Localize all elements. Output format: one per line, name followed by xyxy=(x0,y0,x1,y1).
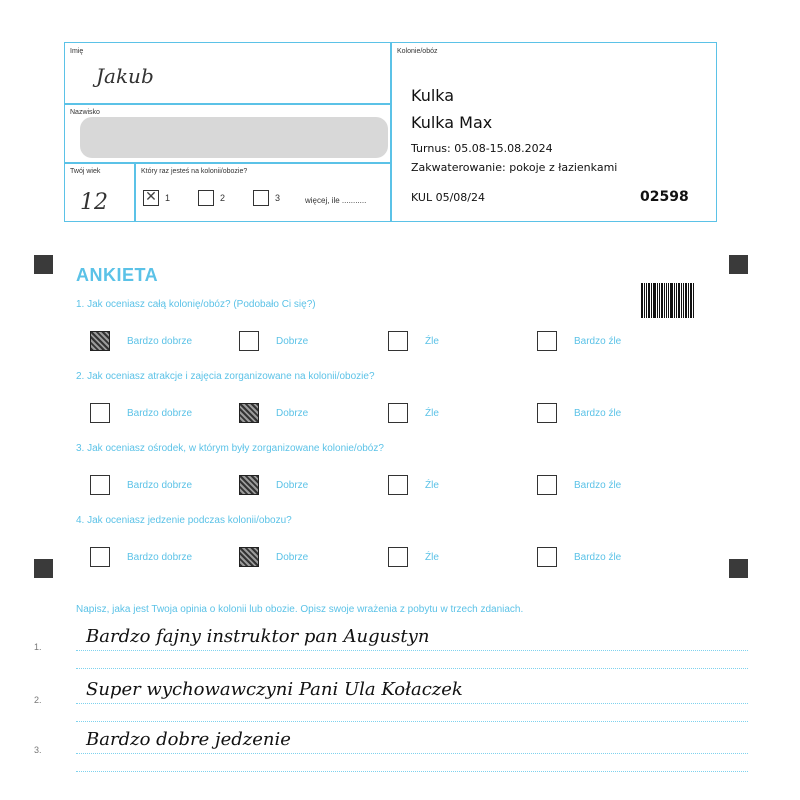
question-4-option-4[interactable] xyxy=(537,547,621,567)
question-option-label: Bardzo dobrze xyxy=(127,551,193,563)
question-3-checkbox-4[interactable] xyxy=(537,475,557,495)
barcode-bar xyxy=(690,283,692,318)
barcode-bar xyxy=(641,283,643,318)
question-1-option-4[interactable] xyxy=(537,331,621,351)
question-option-label: Źle xyxy=(425,407,439,419)
question-3-option-4[interactable] xyxy=(537,475,621,495)
opinion-line-3-answer[interactable]: Bardzo dobre jedzenie xyxy=(86,729,291,750)
barcode-bar xyxy=(666,283,667,318)
question-1-checkbox-2[interactable] xyxy=(239,331,259,351)
header-divider-age xyxy=(134,162,136,222)
question-option-label: Dobrze xyxy=(276,551,309,563)
times-label: Który raz jesteś na kolonii/obozie? xyxy=(141,168,248,175)
age-label: Twój wiek xyxy=(70,168,101,175)
question-1-text: 1. Jak oceniasz całą kolonię/obóz? (Podobało Ci się?) xyxy=(76,299,316,310)
question-4-checkbox-4[interactable] xyxy=(537,547,557,567)
barcode-bar xyxy=(668,283,670,318)
barcode-bar xyxy=(646,283,647,318)
header-divider-vertical xyxy=(390,42,392,222)
opinion-line-3-number: 3. xyxy=(34,745,42,755)
question-1-checkbox-1[interactable] xyxy=(90,331,110,351)
question-option-label: Dobrze xyxy=(276,479,309,491)
form-number: 02598 xyxy=(640,189,689,205)
barcode-bar xyxy=(693,283,694,318)
question-option-label: Źle xyxy=(425,335,439,347)
question-2-checkbox-4[interactable] xyxy=(537,403,557,423)
question-4-checkbox-1[interactable] xyxy=(90,547,110,567)
barcode-bar xyxy=(688,283,689,318)
question-option-label: Bardzo dobrze xyxy=(127,479,193,491)
times-option-more[interactable]: więcej, ile ........... xyxy=(305,196,367,205)
question-option-label: Bardzo dobrze xyxy=(127,335,193,347)
times-option-2[interactable]: 2 xyxy=(198,190,225,206)
question-option-label: Bardzo źle xyxy=(574,479,622,491)
question-option-label: Bardzo źle xyxy=(574,407,622,419)
opinion-line-2-answer[interactable]: Super wychowawczyni Pani Ula Kołaczek xyxy=(86,679,463,700)
question-2-text: 2. Jak oceniasz atrakcje i zajęcia zorganizowane na kolonii/obozie? xyxy=(76,371,375,382)
writing-line xyxy=(76,650,748,651)
question-option-label: Źle xyxy=(425,479,439,491)
barcode-bar xyxy=(685,283,687,318)
question-1-option-1[interactable] xyxy=(90,331,192,351)
barcode-bar xyxy=(648,283,650,318)
header-divider-name xyxy=(64,103,391,105)
question-4-text: 4. Jak oceniasz jedzenie podczas kolonii/obozu? xyxy=(76,515,292,526)
barcode-bar xyxy=(661,283,663,318)
barcode-bar xyxy=(681,283,682,318)
barcode-bar xyxy=(664,283,665,318)
question-2-checkbox-1[interactable] xyxy=(90,403,110,423)
barcode-bar xyxy=(676,283,677,318)
writing-line xyxy=(76,753,748,754)
survey-title: ANKIETA xyxy=(76,265,159,285)
camp-name: Kulka xyxy=(411,86,455,105)
barcode-bar xyxy=(653,283,656,318)
question-option-label: Źle xyxy=(425,551,439,563)
times-checkbox-3[interactable] xyxy=(253,190,269,206)
question-2-option-3[interactable] xyxy=(388,403,439,423)
question-3-checkbox-1[interactable] xyxy=(90,475,110,495)
opinion-line-1-answer[interactable]: Bardzo fajny instruktor pan Augustyn xyxy=(86,626,430,647)
age-value[interactable]: 12 xyxy=(80,190,108,215)
question-2-checkbox-3[interactable] xyxy=(388,403,408,423)
name-label: Imię xyxy=(70,48,84,55)
question-1-checkbox-4[interactable] xyxy=(537,331,557,351)
question-1-option-2[interactable] xyxy=(239,331,308,351)
turnus: Turnus: 05.08-15.08.2024 xyxy=(411,142,553,155)
barcode-bar xyxy=(644,283,645,318)
question-4-option-3[interactable] xyxy=(388,547,439,567)
question-option-label: Bardzo źle xyxy=(574,335,622,347)
barcode-bar xyxy=(659,283,660,318)
barcode-bar xyxy=(683,283,684,318)
barcode xyxy=(641,283,695,318)
question-3-checkbox-3[interactable] xyxy=(388,475,408,495)
question-2-option-1[interactable] xyxy=(90,403,192,423)
writing-line xyxy=(76,721,748,722)
writing-line xyxy=(76,668,748,669)
question-2-option-4[interactable] xyxy=(537,403,621,423)
barcode-bar xyxy=(670,283,673,318)
name-value[interactable]: Jakub xyxy=(96,64,154,88)
camp-code: KUL 05/08/24 xyxy=(411,191,485,204)
opinion-intro: Napisz, jaka jest Twoja opinia o kolonii lub obozie. Opisz swoje wrażenia z pobytu w trzech zdaniach. xyxy=(76,604,524,615)
camp-label: Kolonie/obóz xyxy=(397,48,438,55)
times-checkbox-1[interactable] xyxy=(143,190,159,206)
scan-marker-bottom-right xyxy=(729,559,748,578)
question-3-option-2[interactable] xyxy=(239,475,308,495)
writing-line xyxy=(76,771,748,772)
barcode-bar xyxy=(674,283,675,318)
question-option-label: Dobrze xyxy=(276,335,309,347)
camp-program: Kulka Max xyxy=(411,113,493,132)
barcode-bar xyxy=(678,283,680,318)
header-divider-surname xyxy=(64,162,391,164)
times-checkbox-2[interactable] xyxy=(198,190,214,206)
surname-label: Nazwisko xyxy=(70,109,100,116)
question-4-option-1[interactable] xyxy=(90,547,192,567)
question-option-label: Bardzo dobrze xyxy=(127,407,193,419)
question-4-checkbox-3[interactable] xyxy=(388,547,408,567)
question-4-checkbox-2[interactable] xyxy=(239,547,259,567)
question-4-option-2[interactable] xyxy=(239,547,308,567)
writing-line xyxy=(76,703,748,704)
question-option-label: Bardzo źle xyxy=(574,551,622,563)
question-option-label: Dobrze xyxy=(276,407,309,419)
question-3-text: 3. Jak oceniasz ośrodek, w którym były zorganizowane kolonie/obóz? xyxy=(76,443,384,454)
question-3-option-3[interactable] xyxy=(388,475,439,495)
scan-marker-top-left xyxy=(34,255,53,274)
question-2-checkbox-2[interactable] xyxy=(239,403,259,423)
scan-marker-top-right xyxy=(729,255,748,274)
question-1-checkbox-3[interactable] xyxy=(388,331,408,351)
opinion-line-1-number: 1. xyxy=(34,642,42,652)
barcode-bar xyxy=(651,283,652,318)
barcode-bar xyxy=(657,283,658,318)
times-option-3[interactable]: 3 xyxy=(253,190,280,206)
scan-marker-bottom-left xyxy=(34,559,53,578)
question-2-option-2[interactable] xyxy=(239,403,308,423)
surname-redaction xyxy=(80,117,388,158)
opinion-line-2-number: 2. xyxy=(34,695,42,705)
question-3-checkbox-2[interactable] xyxy=(239,475,259,495)
accommodation: Zakwaterowanie: pokoje z łazienkami xyxy=(411,161,618,174)
question-1-option-3[interactable] xyxy=(388,331,439,351)
question-3-option-1[interactable] xyxy=(90,475,192,495)
times-option-1[interactable]: ✕ 1 xyxy=(143,190,170,206)
